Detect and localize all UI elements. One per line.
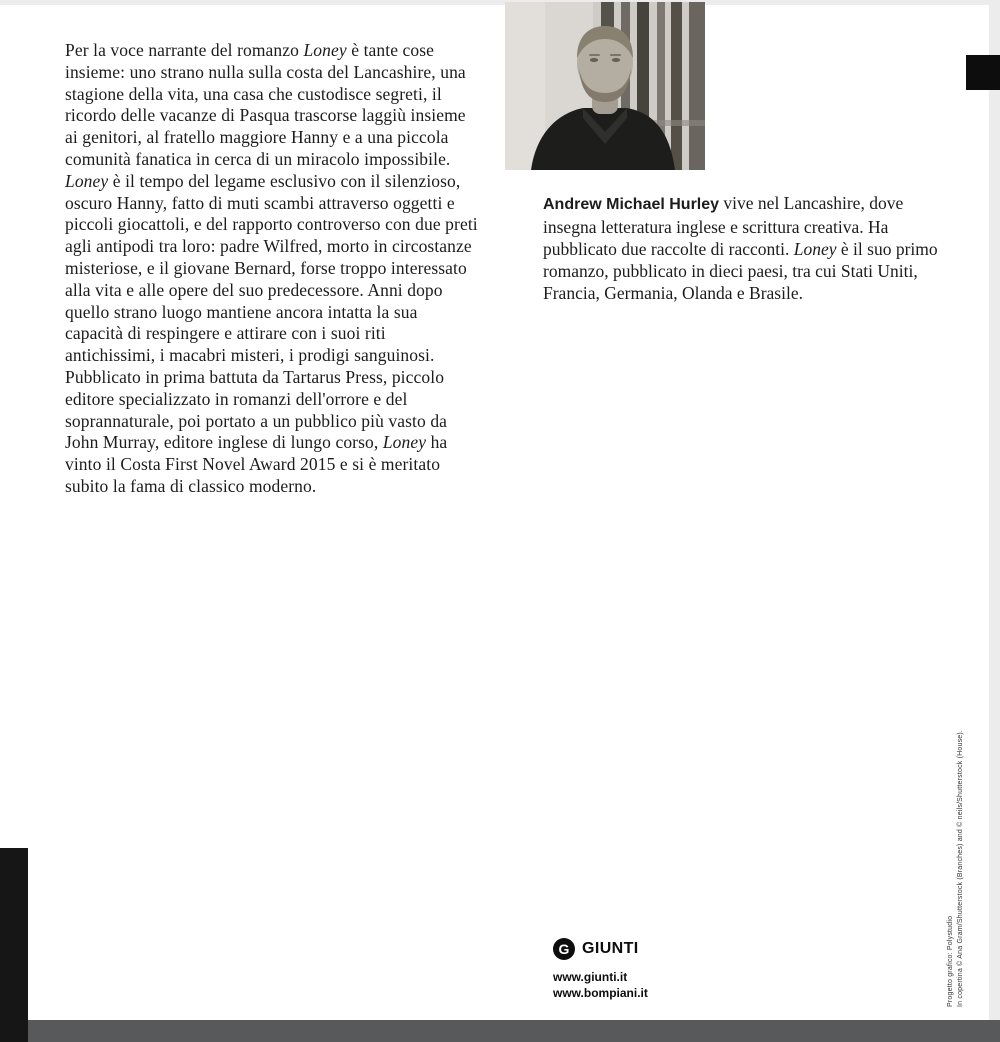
- graphic-design-credit: Progetto grafico: Polystudio: [947, 915, 954, 1007]
- book-title-italic: Loney: [382, 432, 427, 453]
- synopsis-text-run: è tante cose insieme: uno strano nulla sulla costa del Lancashire, una stagione della vita, una casa che custodisce segreti, il ricordo delle vacanze di Pasqua trascorse laggiù insieme ai genitori, al fratello maggiore Hanny e a una piccola comunità fanatica in cerca di un miracolo impossibile.: [65, 40, 466, 169]
- page-edge-right: [989, 0, 1000, 1042]
- publisher-urls: [553, 969, 648, 1001]
- publisher-block: [553, 938, 648, 1001]
- cover-bottom-gray-bar: [28, 1020, 1000, 1042]
- cover-black-corner: [966, 55, 1000, 90]
- spine-black-bar: [0, 848, 28, 1042]
- author-photo-illustration: [505, 2, 705, 170]
- synopsis-text-run: ha vinto il Costa First Novel Award 2015 e si è meritato subito la fama di classico moderno.: [65, 432, 448, 496]
- cover-photo-credit: In copertina © Ana Gram/Shutterstock (Branches) and © neils/Shutterstock (House).: [957, 729, 964, 1007]
- publisher-url-giunti: www.giunti.it: [553, 970, 628, 984]
- publisher-logo: [553, 938, 648, 960]
- book-title-italic: Loney: [793, 239, 837, 259]
- author-bio: [543, 192, 943, 304]
- giunti-logo-icon: G: [553, 938, 575, 960]
- publisher-url-bompiani: www.bompiani.it: [553, 986, 648, 1000]
- bio-text-run: è il suo primo romanzo, pubblicato in dieci paesi, tra cui Stati Uniti, Francia, Germania, Olanda e Brasile.: [543, 239, 938, 303]
- publisher-name: GIUNTI: [582, 940, 639, 957]
- author-name: Andrew Michael Hurley: [543, 196, 720, 213]
- synopsis-text-run: è il tempo del legame esclusivo con il silenzioso, oscuro Hanny, fatto di muti scambi attraverso oggetti e piccoli giocattoli, e del rapporto controverso con due preti agli antipodi tra loro: padre Wilfred, morto in circostanze misteriose, e il giovane Bernard, forse troppo interessato alla vita e alle opere del suo predecessore. Anni dopo quello strano luogo mantiene ancora intatta la sua capacità di respingere e attirare con i suoi riti antichissimi, i macabri misteri, i prodigi sanguinosi. Pubblicato in prima battuta da Tartarus Press, piccolo editore specializzato in romanzi dell'orrore e del soprannaturale, poi portato a un pubblico più vasto da John Murray, editore inglese di lungo corso,: [65, 170, 478, 453]
- synopsis-paragraph: [65, 40, 479, 498]
- book-title-italic: Loney: [303, 40, 347, 60]
- book-title-italic: Loney: [65, 170, 109, 191]
- page-edge-top: [0, 0, 1000, 5]
- author-photo: [505, 2, 705, 170]
- bio-text-run: vive nel Lancashire, dove insegna letteratura inglese e scrittura creativa. Ha pubblicato due raccolte di racconti.: [543, 193, 904, 259]
- synopsis-text-run: Per la voce narrante del romanzo: [65, 40, 304, 60]
